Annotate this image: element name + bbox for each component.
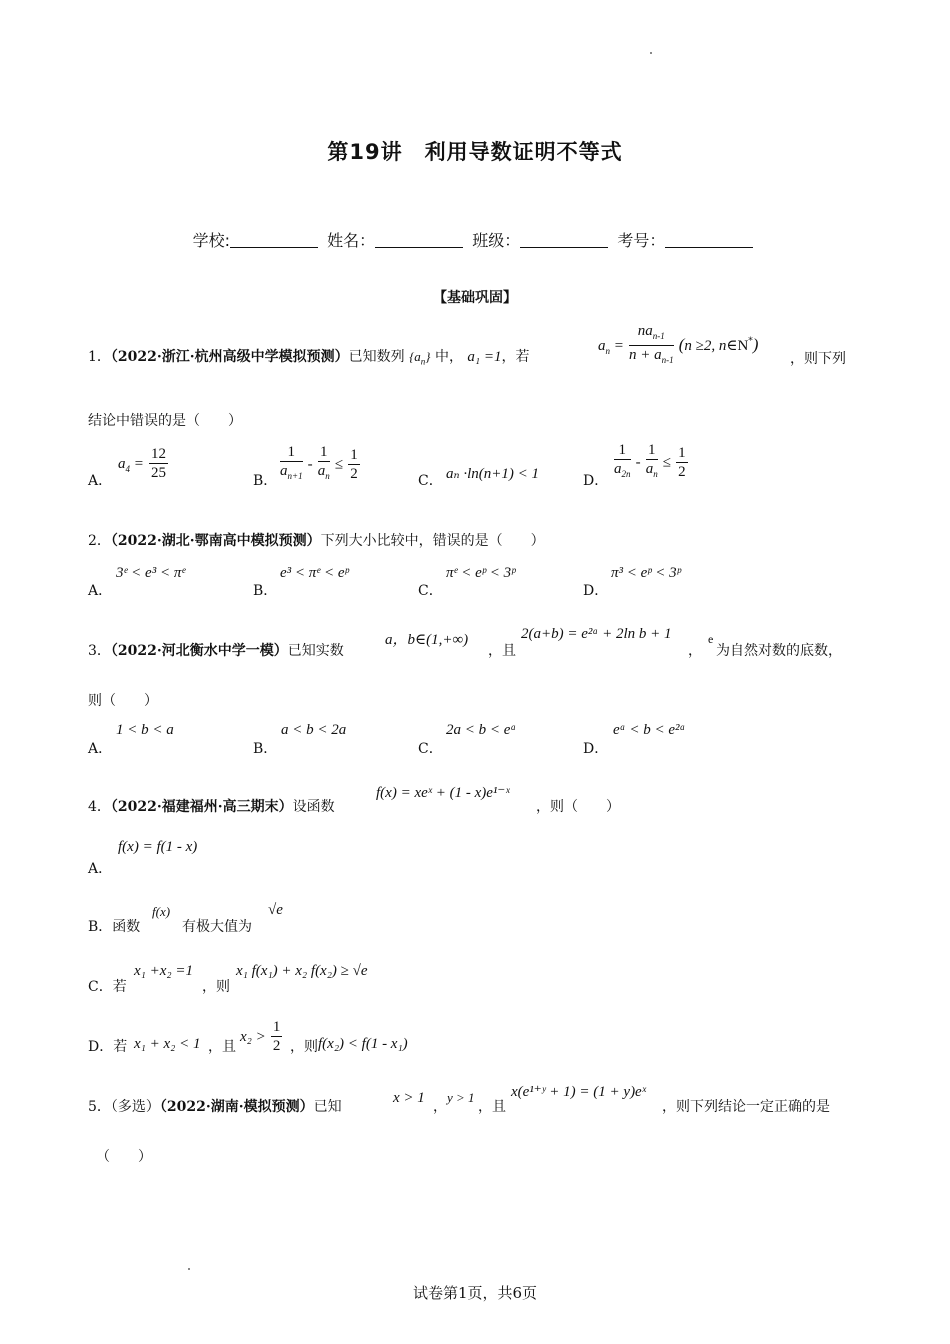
q1-option-c-label[interactable]: C． (418, 473, 443, 489)
question-1-source: （2022·浙江·杭州高级中学模拟预测） (110, 349, 349, 365)
q1-option-d-label[interactable]: D． (583, 473, 609, 489)
question-5-line2: （ ） (96, 1149, 152, 1165)
q2-option-a-label[interactable]: A． (88, 583, 113, 599)
question-2-stem: 2．（2022·湖北·鄂南高中模拟预测）下列大小比较中，错误的是（ ） (88, 533, 545, 549)
question-4-source: （2022·福建福州·高三期末） (110, 799, 293, 815)
name-label: 姓名： (327, 231, 376, 250)
class-blank[interactable] (520, 233, 608, 248)
q3-variables: a，b∈(1,+∞) (385, 632, 469, 648)
question-4-stem: 4．（2022·福建福州·高三期末）设函数 (88, 799, 335, 815)
question-5-stem: 5．（多选）（2022·湖南·模拟预测）已知 (88, 1099, 342, 1115)
q4-option-a-label[interactable]: A． (88, 861, 113, 877)
question-1-stem: 1．（2022·浙江·杭州高级中学模拟预测）已知数列 $\{a_n\}$ 中， a₁ =1，若 (88, 349, 530, 367)
q3-option-c[interactable]: 2a < b < eᵃ (446, 722, 517, 738)
q1-option-a[interactable]: $a_4$ = $\frac{12}{25}$ (118, 446, 166, 481)
q4-option-c-expression: x₁ f(x₁) + x₂ f(x₂) ≥ √e (236, 963, 368, 979)
q4-option-d[interactable]: D．若 (88, 1039, 128, 1055)
question-5-source: （2022·湖南·模拟预测） (159, 1099, 314, 1115)
question-1-line2: 结论中错误的是（ ） (88, 413, 242, 429)
q2-option-c-label[interactable]: C． (418, 583, 443, 599)
school-label: 学校: (192, 231, 231, 250)
q4-option-c[interactable]: C．若 (88, 979, 127, 995)
q1-option-d[interactable]: $\frac{1}{a_{2n}}$ - $\frac{1}{a_n}$ ≤ $\frac{1}{2}$ (614, 442, 686, 480)
q4-option-c-condition: x₁ +x₂ =1 (134, 963, 193, 979)
question-2-source: （2022·湖北·鄂南高中模拟预测） (110, 533, 321, 549)
section-heading: 【基础巩固】 (433, 290, 517, 306)
q3-option-c-label[interactable]: C． (418, 741, 443, 757)
q3-option-b[interactable]: a < b < 2a (281, 722, 347, 738)
question-3-source: （2022·河北衡水中学一模） (110, 643, 288, 659)
q4-option-d-condition: x₁ + x₂ < 1 (134, 1036, 201, 1052)
q1-option-b-label[interactable]: B． (253, 473, 278, 489)
q4-option-b-fx: f(x) (152, 904, 171, 919)
number-blank[interactable] (665, 233, 753, 248)
q3-option-d[interactable]: eᵃ < b < e²ᵃ (613, 722, 686, 738)
a1-condition: a₁ =1 (467, 349, 502, 365)
q2-option-c[interactable]: πᵉ < eᵖ < 3ᵖ (446, 565, 516, 581)
q4-function: f(x) = xeˣ + (1 - x)e¹⁻ˣ (376, 785, 510, 801)
q2-option-b-label[interactable]: B． (253, 583, 278, 599)
sequence-braces: $\{a_n\}$ (409, 349, 431, 367)
school-blank[interactable] (230, 233, 318, 248)
q1-option-a-label[interactable]: A． (88, 473, 113, 489)
q3-option-a[interactable]: 1 < b < a (116, 722, 174, 738)
number-label: 考号： (617, 231, 666, 250)
q4-option-b-sqrt-e: √e (268, 902, 283, 918)
q2-option-d[interactable]: π³ < eᵖ < 3ᵖ (611, 565, 681, 581)
question-3-stem: 3．（2022·河北衡水中学一模）已知实数 (88, 643, 344, 659)
question-1-recurrence: $a_n$ = $\frac{na_{n-1}}{n + a_{n-1}}$ (n ≥2, n∈N*) (598, 323, 759, 365)
q5-equation: x(e¹⁺ʸ + 1) = (1 + y)eˣ (511, 1084, 646, 1100)
q4-option-a[interactable]: f(x) = f(1 - x) (118, 839, 198, 855)
question-3-line2: 则（ ） (88, 693, 158, 709)
q2-option-d-label[interactable]: D． (583, 583, 609, 599)
q3-equation: 2(a+b) = e²ᵃ + 2ln b + 1 (521, 626, 672, 642)
class-label: 班级： (472, 231, 521, 250)
q2-option-a[interactable]: 3ᵉ < e³ < πᵉ (116, 565, 186, 581)
q1-option-b[interactable]: $\frac{1}{a_{n+1}}$ - $\frac{1}{a_n}$ ≤ $\frac{1}{2}$ (280, 444, 358, 482)
scan-dot (188, 1268, 190, 1270)
q4-option-b[interactable]: B．函数 (88, 919, 141, 935)
scan-dot (650, 52, 652, 54)
q5-cond-y: y > 1 (447, 1090, 475, 1105)
q3-option-b-label[interactable]: B． (253, 741, 278, 757)
student-info-line (0, 228, 950, 251)
page-footer: 试卷第1页，共6页 (412, 1284, 538, 1302)
q3-option-d-label[interactable]: D． (583, 741, 609, 757)
q2-option-b[interactable]: e³ < πᵉ < eᵖ (280, 565, 349, 581)
q3-e: e (708, 632, 714, 646)
page-title: 第19讲 利用导数证明不等式 (327, 140, 623, 164)
q4-option-d-condition2: x₂ > $\frac{1}{2}$ (240, 1019, 281, 1054)
name-blank[interactable] (375, 233, 463, 248)
q1-option-c[interactable]: aₙ ·ln(n+1) < 1 (446, 466, 539, 482)
q4-option-d-expression: f(x₂) < f(1 - x₁) (318, 1036, 408, 1052)
q3-option-a-label[interactable]: A． (88, 741, 113, 757)
q5-cond-x: x > 1 (393, 1090, 425, 1106)
